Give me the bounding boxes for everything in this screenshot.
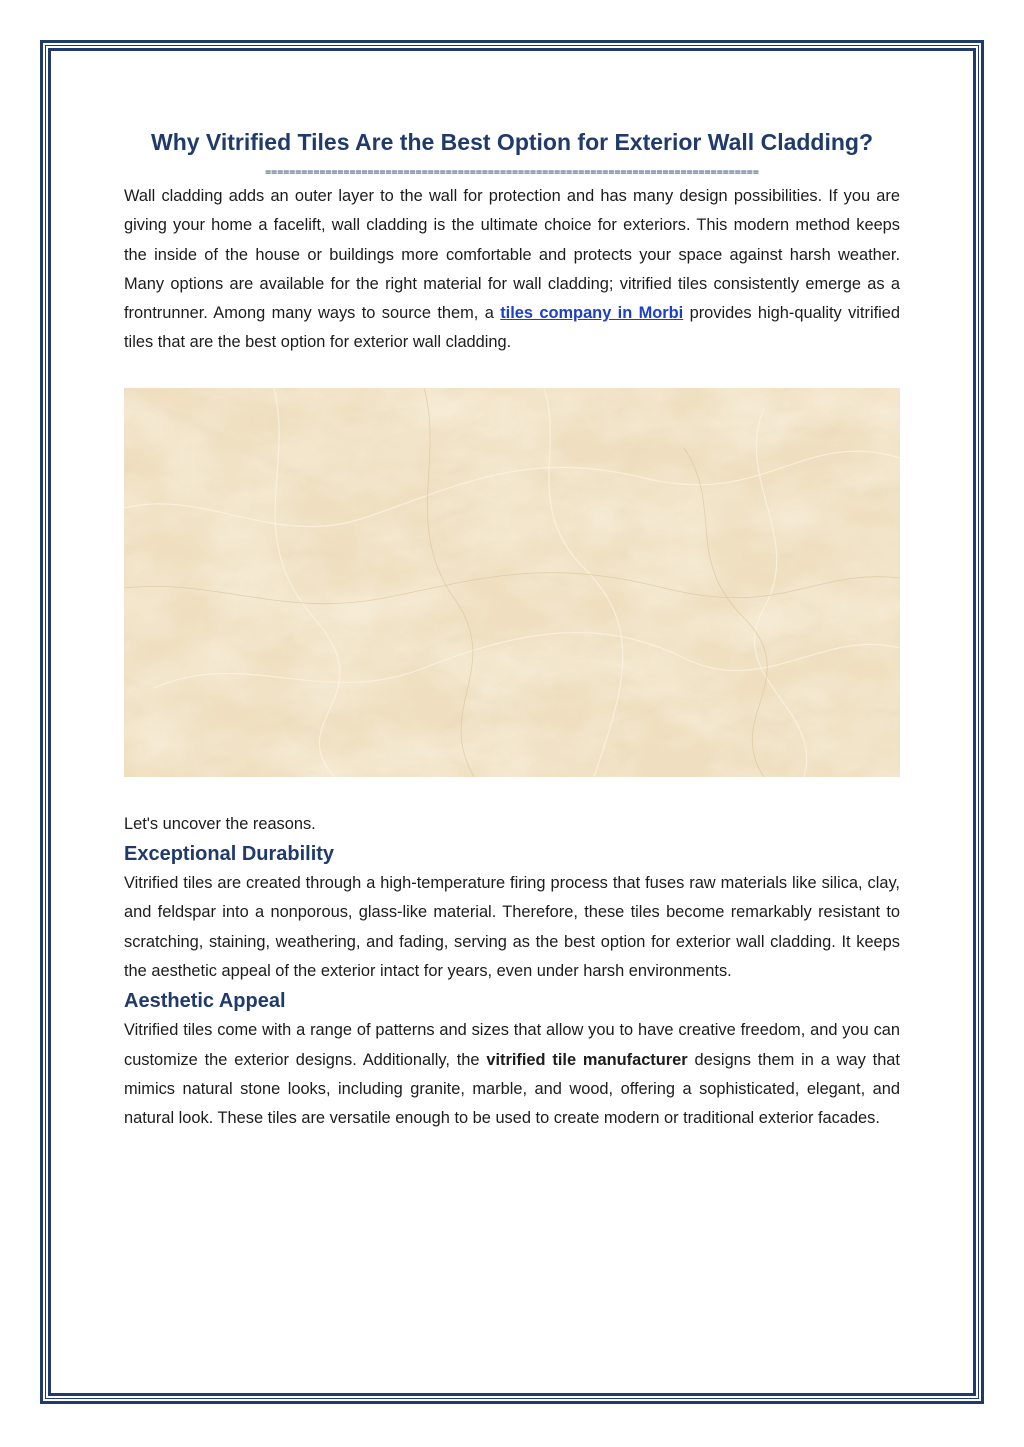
- marble-tile-image: [124, 388, 900, 777]
- intro-paragraph: [124, 182, 900, 358]
- heading-exceptional-durability: Exceptional Durability: [124, 843, 335, 866]
- aesthetic-text-end: designs them in a way that mimics natural stone looks, including granite, marble, and wood, offering a sophisticated, elegant, and natural look. These tiles are versatile enough to be used to create modern or traditional exterior facades.: [124, 1050, 900, 1128]
- vitrified-manufacturer-emphasis: vitrified tile manufacturer: [486, 1050, 688, 1069]
- aesthetic-paragraph: [124, 1016, 900, 1133]
- reasons-intro: Let's uncover the reasons.: [124, 814, 316, 833]
- intro-text-end: provides high-quality vitrified tiles that are the best option for exterior wall cladding.: [124, 304, 901, 352]
- page-title: Why Vitrified Tiles Are the Best Option for Exterior Wall Cladding?: [150, 129, 874, 155]
- tiles-company-morbi-link[interactable]: tiles company in Morbi: [500, 304, 684, 323]
- aesthetic-text-start: Vitrified tiles come with a range of patterns and sizes that allow you to have creative freedom, and you can customize the exterior designs. Additionally, the: [124, 1021, 900, 1069]
- durability-paragraph: Vitrified tiles are created through a high-temperature firing process that fuses raw materials like silica, clay, and feldspar into a nonporous, glass-like material. Therefore, these tiles become remarkably resistant to scratching, staining, weathering, and fading, serving as the best option for exterior wall cladding. It keeps the aesthetic appeal of the exterior intact for years, even under harsh environments.: [124, 874, 900, 980]
- intro-text-start: Wall cladding adds an outer layer to the wall for protection and has many design possibilities. If you are giving your home a facelift, wall cladding is the ultimate choice for exteriors. This modern method keeps the inside of the house or buildings more comfortable and protects your space against harsh weather. Many options are available for the right material for wall cladding; vitrified tiles consistently emerge as a frontrunner. Among many ways to source them, a: [124, 187, 900, 323]
- title-separator: ==================================================================================: [265, 167, 759, 178]
- document-content: [124, 120, 900, 1133]
- heading-aesthetic-appeal: Aesthetic Appeal: [124, 990, 286, 1013]
